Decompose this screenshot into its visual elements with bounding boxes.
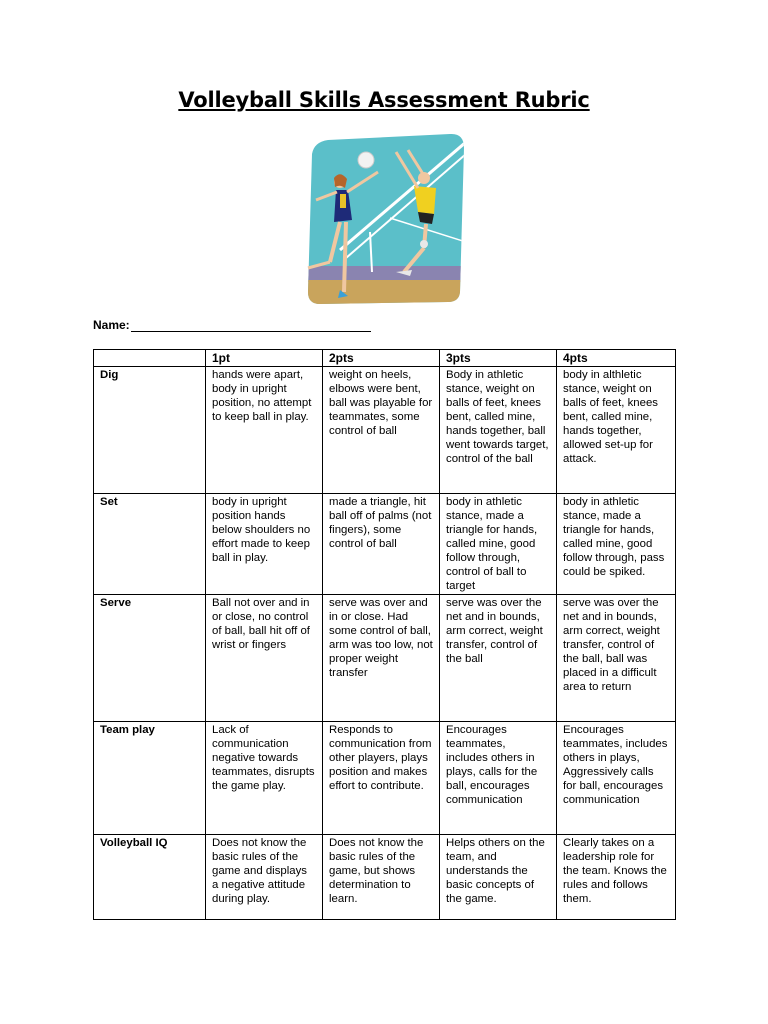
- rubric-cell: Encourages teammates, includes others in plays, Aggressively calls for ball, encourages communication: [557, 722, 676, 835]
- criterion-cell: Dig: [94, 367, 206, 494]
- criterion-cell: Volleyball IQ: [94, 835, 206, 920]
- rubric-table: [93, 349, 676, 920]
- rubric-cell: serve was over the net and in bounds, arm correct, weight transfer, control of the ball, ball was placed in a difficult area to return: [557, 595, 676, 722]
- rubric-cell: body in athletic stance, made a triangle for hands, called mine, good follow through, pass could be spiked.: [557, 494, 676, 595]
- rubric-row-set: [94, 494, 676, 595]
- rubric-cell: weight on heels, elbows were bent, ball was playable for teammates, some control of ball: [323, 367, 440, 494]
- rubric-cell: hands were apart, body in upright position, no attempt to keep ball in play.: [206, 367, 323, 494]
- name-label: Name:: [93, 318, 130, 332]
- rubric-cell: body in athletic stance, made a triangle for hands, called mine, good follow through, control of ball to target: [440, 494, 557, 595]
- criterion-cell: Set: [94, 494, 206, 595]
- rubric-cell: serve was over and in or close. Had some control of ball, arm was too low, not proper weight transfer: [323, 595, 440, 722]
- name-underline[interactable]: [131, 319, 371, 332]
- rubric-cell: serve was over the net and in bounds, arm correct, weight transfer, control of the ball: [440, 595, 557, 722]
- rubric-cell: Ball not over and in or close, no control of ball, ball hit off of wrist or fingers: [206, 595, 323, 722]
- rubric-cell: Encourages teammates, includes others in plays, calls for the ball, encourages communication: [440, 722, 557, 835]
- rubric-cell: Lack of communication negative towards teammates, disrupts the game play.: [206, 722, 323, 835]
- rubric-cell: Body in athletic stance, weight on balls of feet, knees bent, called mine, hands together, ball went towards target, control of the ball: [440, 367, 557, 494]
- rubric-cell: made a triangle, hit ball off of palms (not fingers), some control of ball: [323, 494, 440, 595]
- rubric-cell: Does not know the basic rules of the game and displays a negative attitude during play.: [206, 835, 323, 920]
- rubric-row-volleyball-iq: [94, 835, 676, 920]
- header-empty: [94, 350, 206, 367]
- rubric-cell: body in althletic stance, weight on balls of feet, knees bent, called mine, hands together, allowed set-up for attack.: [557, 367, 676, 494]
- rubric-cell: body in upright position hands below shoulders no effort made to keep ball in play.: [206, 494, 323, 595]
- criterion-cell: Team play: [94, 722, 206, 835]
- rubric-header-row: [94, 350, 676, 367]
- rubric-cell: Helps others on the team, and understands the basic concepts of the game.: [440, 835, 557, 920]
- name-field[interactable]: [93, 318, 371, 332]
- header-2pts: 2pts: [323, 350, 440, 367]
- header-3pts: 3pts: [440, 350, 557, 367]
- rubric-row-serve: [94, 595, 676, 722]
- rubric-cell: Responds to communication from other players, plays position and makes effort to contribute.: [323, 722, 440, 835]
- header-1pt: 1pt: [206, 350, 323, 367]
- criterion-cell: Serve: [94, 595, 206, 722]
- volleyball-players-clipart: [300, 132, 466, 304]
- document-title: Volleyball Skills Assessment Rubric: [178, 88, 590, 112]
- rubric-cell: Does not know the basic rules of the game, but shows determination to learn.: [323, 835, 440, 920]
- header-4pts: 4pts: [557, 350, 676, 367]
- rubric-row-dig: [94, 367, 676, 494]
- rubric-cell: Clearly takes on a leadership role for the team. Knows the rules and follows them.: [557, 835, 676, 920]
- rubric-row-team-play: [94, 722, 676, 835]
